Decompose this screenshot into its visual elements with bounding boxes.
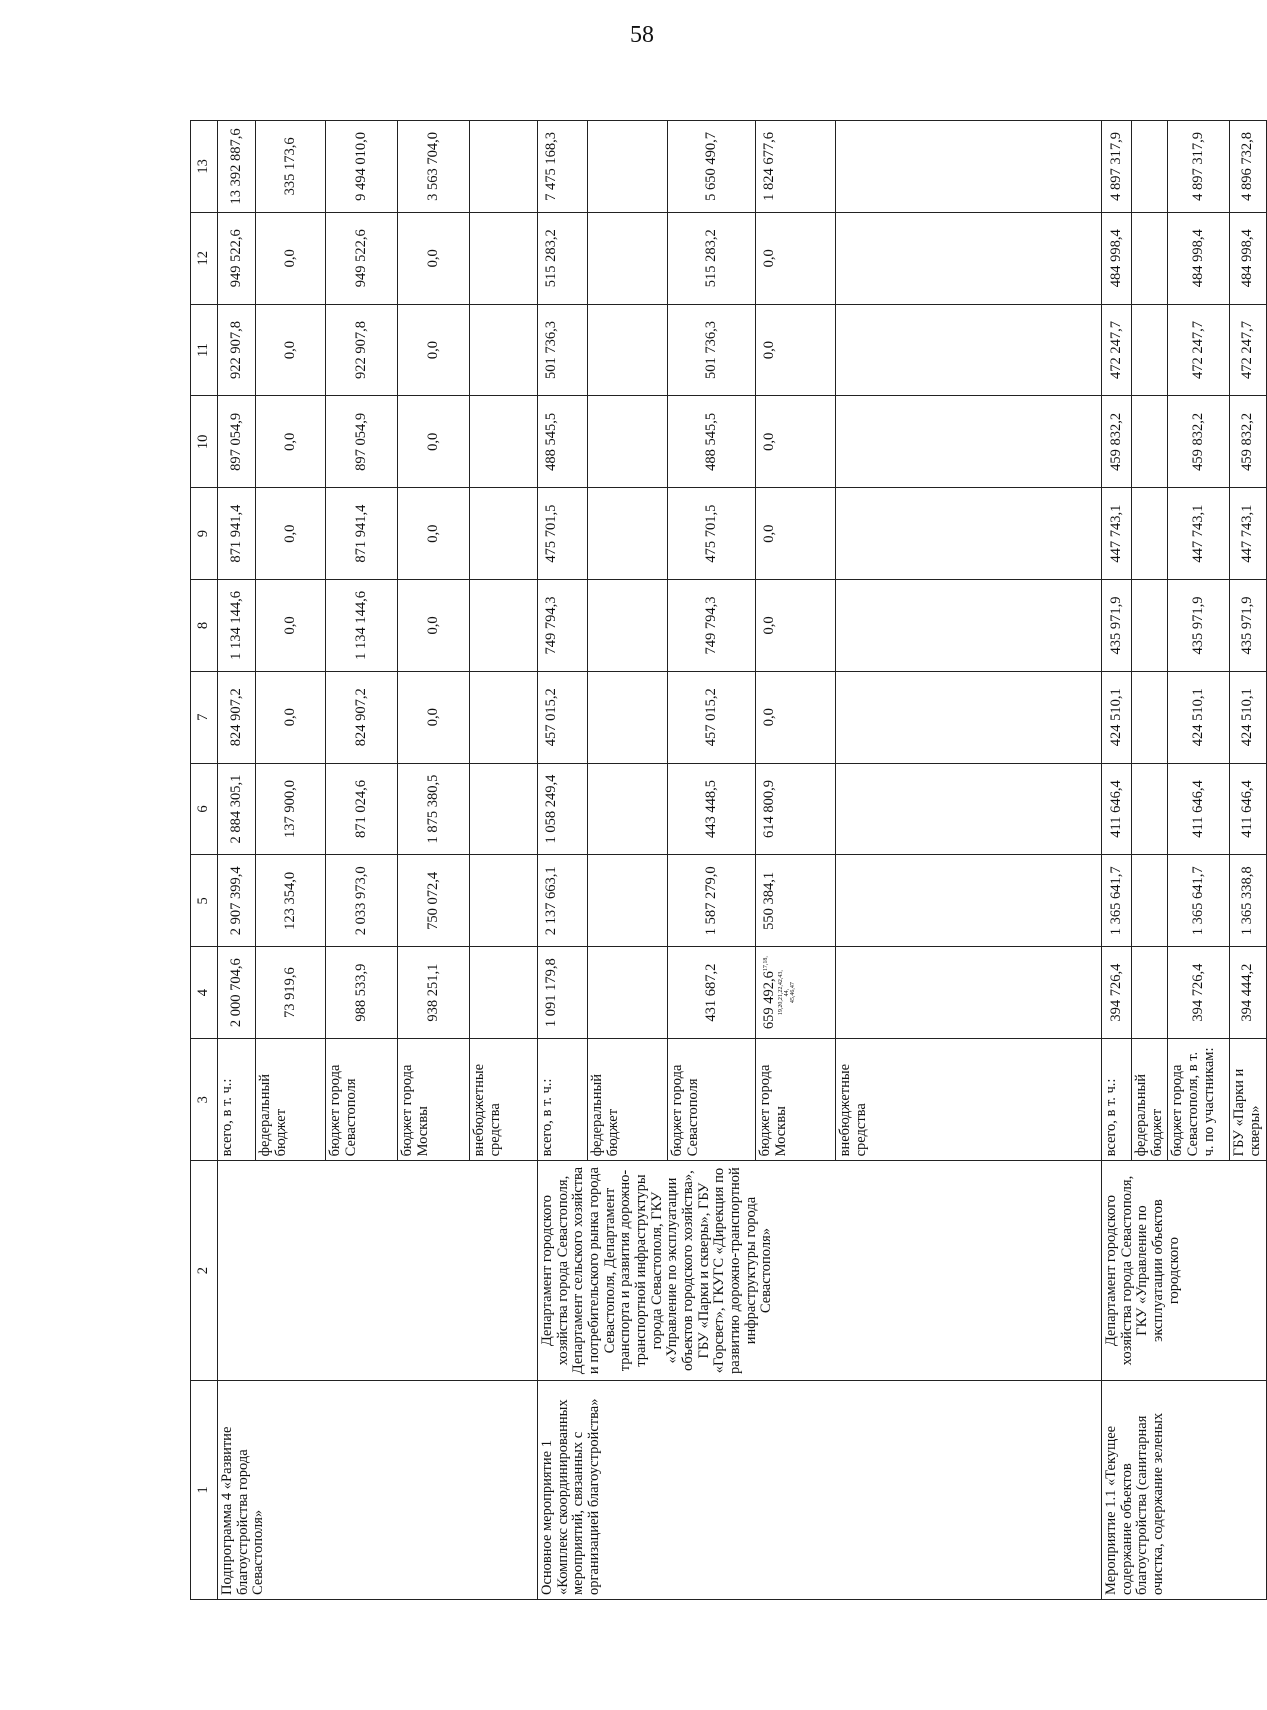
value-text: 472 247,7 [1189,321,1206,380]
value-cell [1132,396,1168,488]
value-cell [256,396,326,488]
value-text: 0,0 [424,616,441,635]
value-text: 137 900,0 [281,780,298,839]
value-text: 897 054,9 [227,412,244,471]
value-cell [218,212,256,304]
value-text: 9 494 010,0 [352,131,369,201]
value-cell [398,580,470,672]
value-cell [588,763,668,855]
funding-source: бюджет города Севастополя, в т. ч. по участникам: [1168,1039,1230,1161]
value-text: 0,0 [761,524,777,543]
value-cell [1230,855,1266,947]
value-cell [1102,212,1132,304]
value-cell [588,947,668,1039]
funding-source: всего, в т. ч.: [1102,1039,1132,1161]
value-text: 1 058 249,4 [543,774,559,844]
value-cell [398,212,470,304]
value-text: 824 907,2 [352,688,369,747]
value-text: 488 545,5 [702,412,719,471]
value-text: 488 545,5 [543,412,559,471]
value-cell [756,947,836,1039]
value-text: 871 024,6 [352,780,369,839]
value-cell [1230,488,1266,580]
value-text: 431 687,2 [702,963,719,1022]
value-text: 424 510,1 [1239,688,1256,747]
budget-table [190,120,1267,1600]
funding-source: федеральный бюджет [1132,1039,1168,1161]
value-text: 459 832,2 [1107,412,1124,471]
value-cell [1102,580,1132,672]
value-cell [256,671,326,763]
value-cell [218,763,256,855]
value-cell [538,580,588,672]
value-text: 1 824 677,6 [761,131,777,201]
value-text: 0,0 [424,432,441,451]
value-text: 447 743,1 [1239,504,1256,563]
funding-source: бюджет города Севастополя [326,1039,398,1161]
value-text: 435 971,9 [1107,596,1124,655]
value-text: 824 907,2 [227,688,244,747]
sub4-executors [218,1161,538,1380]
funding-source: бюджет города Москвы [756,1039,836,1161]
value-text: 411 646,4 [1189,780,1206,838]
footnote-ref: 17,18, [763,956,770,972]
value-cell [326,212,398,304]
value-cell [218,671,256,763]
value-text: 4 897 317,9 [1189,131,1206,201]
value-cell [588,304,668,396]
value-cell [326,855,398,947]
value-cell [1230,121,1266,213]
value-cell [326,763,398,855]
value-cell [218,121,256,213]
value-cell [256,855,326,947]
value-cell [256,304,326,396]
value-cell [470,580,538,672]
value-cell [326,396,398,488]
sub4-name: Подпрограмма 4 «Развитие благоустройства города Севастополя» [218,1380,538,1599]
value-cell [836,396,1102,488]
value-cell [326,671,398,763]
funding-source: федеральный бюджет [588,1039,668,1161]
value-cell [1102,855,1132,947]
value-text: 1 134 144,6 [227,591,244,660]
value-cell [668,121,756,213]
value-text: 1 365 641,7 [1189,866,1206,936]
value-text: 3 563 704,0 [424,131,441,201]
m11-executors: Департамент городского хозяйства города Севастополя, ГКУ «Управление по эксплуатации объектов городского [1102,1161,1267,1380]
value-text: 13 392 887,6 [227,128,244,205]
value-cell [668,763,756,855]
value-cell [1230,212,1266,304]
value-text: 459 832,2 [1189,412,1206,471]
value-cell [1168,121,1230,213]
value-text: 457 015,2 [543,688,559,747]
value-cell [1132,304,1168,396]
value-cell [1132,121,1168,213]
value-text: 0,0 [424,249,441,268]
column-header-6: 6 [191,763,218,855]
value-cell [398,855,470,947]
value-text: 938 251,1 [424,963,441,1022]
funding-source: внебюджетные средства [836,1039,1102,1161]
value-cell [1230,763,1266,855]
header-row [191,121,218,1600]
value-text: 123 354,0 [281,871,298,930]
value-text: 0,0 [281,432,298,451]
value-text: 0,0 [761,249,777,268]
value-cell [1168,947,1230,1039]
value-cell [398,947,470,1039]
value-text: 7 475 168,3 [543,131,559,201]
value-cell [668,580,756,672]
value-text: 73 919,6 [281,967,298,1018]
value-cell [538,304,588,396]
value-cell [470,212,538,304]
value-cell [470,304,538,396]
value-cell [836,304,1102,396]
value-cell [1102,671,1132,763]
value-text: 2 884 305,1 [227,774,244,844]
column-header-9: 9 [191,488,218,580]
funding-source: внебюджетные средства [470,1039,538,1161]
value-cell [218,580,256,672]
value-text: 0,0 [761,708,777,727]
value-cell [398,396,470,488]
value-cell [756,855,836,947]
value-text: 2 000 704,6 [227,958,244,1028]
value-cell [256,488,326,580]
footnote-ref: 19,20,21,22,42,43, [777,970,784,1016]
value-cell [256,212,326,304]
value-text: 1 091 179,8 [543,958,559,1028]
value-text: 501 736,3 [543,321,559,380]
footnote-ref: 45,46,47 [790,982,797,1004]
value-cell [1168,763,1230,855]
value-text: 447 743,1 [1107,504,1124,563]
value-cell [588,580,668,672]
column-header-11: 11 [191,304,218,396]
funding-source: всего, в т. ч.: [218,1039,256,1161]
value-text: 424 510,1 [1107,688,1124,747]
value-cell [256,121,326,213]
value-cell [326,488,398,580]
value-cell [1132,855,1168,947]
value-cell [1102,763,1132,855]
value-cell [836,488,1102,580]
value-cell [326,304,398,396]
value-cell [836,212,1102,304]
value-cell [756,763,836,855]
value-cell [668,671,756,763]
value-text: 459 832,2 [1239,412,1256,471]
column-header-1: 1 [191,1380,218,1599]
value-text: 472 247,7 [1107,321,1124,380]
funding-source: всего, в т. ч.: [538,1039,588,1161]
value-text: 475 701,5 [543,504,559,563]
value-text: 515 283,2 [702,229,719,288]
value-cell [1132,580,1168,672]
value-text: 1 134 144,6 [352,591,369,660]
value-cell [1132,488,1168,580]
value-cell [470,671,538,763]
table-row [1102,121,1132,1600]
value-cell [588,488,668,580]
page-number: 58 [630,22,654,48]
value-cell [588,121,668,213]
value-cell [1230,580,1266,672]
value-cell [1168,488,1230,580]
value-text: 475 701,5 [702,504,719,563]
value-text: 2 137 663,1 [543,866,559,936]
value-cell [538,212,588,304]
value-cell [538,121,588,213]
value-text: 1 365 338,8 [1239,866,1256,936]
column-header-12: 12 [191,212,218,304]
value-text: 484 998,4 [1189,229,1206,288]
value-text: 0,0 [281,616,298,635]
value-text: 0,0 [281,340,298,360]
value-cell [756,580,836,672]
value-cell [218,396,256,488]
value-text: 750 072,4 [424,871,441,930]
value-cell [1168,304,1230,396]
value-text: 2 033 973,0 [352,866,369,936]
value-cell [470,488,538,580]
value-cell [756,121,836,213]
value-text: 0,0 [424,524,441,543]
value-cell [668,304,756,396]
value-cell [836,671,1102,763]
value-cell [538,855,588,947]
value-text: 484 998,4 [1107,229,1124,288]
value-cell [756,488,836,580]
value-text: 394 444,2 [1239,963,1256,1022]
value-text: 515 283,2 [543,229,559,288]
value-text: 501 736,3 [702,321,719,380]
value-text: 424 510,1 [1189,688,1206,747]
column-header-5: 5 [191,855,218,947]
value-text: 749 794,3 [543,596,559,655]
value-cell [1102,121,1132,213]
value-cell [398,121,470,213]
value-text: 0,0 [761,340,777,360]
column-header-4: 4 [191,947,218,1039]
value-cell [538,671,588,763]
value-cell [1132,212,1168,304]
value-text: 550 384,1 [761,871,777,930]
value-cell [1102,396,1132,488]
value-cell [836,580,1102,672]
value-text: 394 726,4 [1107,963,1124,1022]
table-header [191,121,218,1600]
value-text: 949 522,6 [352,229,369,288]
value-text: 411 646,4 [1107,780,1124,838]
column-header-3: 3 [191,1039,218,1161]
table-body [218,121,1267,1600]
value-text: 871 941,4 [227,504,244,563]
value-text: 435 971,9 [1239,596,1256,655]
value-cell [588,212,668,304]
value-cell [756,396,836,488]
funding-source: бюджет города Севастополя [668,1039,756,1161]
value-text: 0,0 [281,708,298,727]
column-header-2: 2 [191,1161,218,1380]
table-row [538,121,588,1600]
value-text: 1 875 380,5 [424,774,441,844]
value-cell [470,121,538,213]
value-text: 949 522,6 [227,229,244,288]
value-cell [1132,671,1168,763]
rotated-page [190,120,1263,1600]
column-header-7: 7 [191,671,218,763]
table-row [218,121,256,1600]
value-cell [1102,488,1132,580]
value-cell [668,488,756,580]
value-cell [1168,396,1230,488]
value-text: 472 247,7 [1239,321,1256,380]
value-cell [668,855,756,947]
footnote-ref: 44, [783,988,790,997]
main1-name: Основное мероприятие 1 «Комплекс скоординированных мероприятий, связанных с организацией благоустройства» [538,1380,1102,1599]
value-cell [1230,304,1266,396]
value-cell [538,396,588,488]
value-text: 0,0 [424,708,441,727]
value-cell [1230,947,1266,1039]
value-cell [756,212,836,304]
value-cell [668,212,756,304]
value-text: 897 054,9 [352,412,369,471]
value-text: 484 998,4 [1239,229,1256,288]
value-cell [470,947,538,1039]
value-cell [256,763,326,855]
value-cell [398,671,470,763]
value-cell [1230,671,1266,763]
value-text: 988 533,9 [352,963,369,1022]
value-cell [1168,580,1230,672]
value-cell [398,304,470,396]
funding-source: ГБУ «Парки и скверы» [1230,1039,1266,1161]
value-cell [756,671,836,763]
value-cell [756,304,836,396]
value-cell [836,855,1102,947]
value-cell [398,488,470,580]
value-cell [1230,396,1266,488]
value-cell [1168,212,1230,304]
value-text: 0,0 [424,340,441,360]
value-text: 394 726,4 [1189,963,1206,1022]
value-cell [326,947,398,1039]
value-text: 5 650 490,7 [702,131,719,201]
value-cell [538,763,588,855]
value-text: 0,0 [281,524,298,543]
value-cell [326,580,398,672]
value-text: 922 907,8 [227,321,244,380]
value-cell [470,855,538,947]
value-cell [256,947,326,1039]
value-cell [668,396,756,488]
value-text: 922 907,8 [352,321,369,380]
value-cell [218,488,256,580]
main1-executors: Департамент городского хозяйства города Севастополя, Департамент сельского хозяйства и потребительского рынка города Севастополя, Департамент транспорта и развития дорожно-транспортной инфраструктуры города Севастополя, ГКУ «Управление по эксплуатации объектов городского хозяйства», ГБУ «Парки и скверы», ГБУ «Горсвет», ГКУГС «Дирекция по развитию дорожно-транспортной инфраструктуры города Севастополя» [538,1161,1102,1380]
value-text: 0,0 [761,432,777,451]
value-cell [398,763,470,855]
value-cell [1132,947,1168,1039]
value-text: 447 743,1 [1189,504,1206,563]
value-text: 1 365 641,7 [1107,866,1124,936]
value-cell [588,671,668,763]
value-cell [1102,947,1132,1039]
value-cell [668,947,756,1039]
value-cell [218,855,256,947]
value-cell [470,763,538,855]
value-cell [218,947,256,1039]
value-cell [538,947,588,1039]
value-cell [218,304,256,396]
value-cell [1168,855,1230,947]
value-cell [836,121,1102,213]
column-header-13: 13 [191,121,218,213]
value-cell [326,121,398,213]
value-text: 457 015,2 [702,688,719,747]
column-header-10: 10 [191,396,218,488]
value-cell [836,947,1102,1039]
value-cell [588,855,668,947]
value-cell [1132,763,1168,855]
value-text: 871 941,4 [352,504,369,563]
value-cell [256,580,326,672]
value-cell [470,396,538,488]
value-text: 435 971,9 [1189,596,1206,655]
value-text: 0,0 [761,616,777,635]
value-text: 2 907 399,4 [227,866,244,936]
value-cell [588,396,668,488]
funding-source: бюджет города Москвы [398,1039,470,1161]
value-text: 443 448,5 [702,780,719,839]
value-cell [1102,304,1132,396]
funding-source: федеральный бюджет [256,1039,326,1161]
value-text: 614 800,9 [761,780,777,839]
value-text: 0,0 [281,249,298,268]
value-text: 335 173,6 [281,137,298,196]
value-cell [538,488,588,580]
value-text: 1 587 279,0 [702,866,719,936]
value-text: 411 646,4 [1239,780,1256,838]
value-text: 659 492,6 [761,971,777,1030]
m11-name: Мероприятие 1.1 «Текущее содержание объектов благоустройства (санитарная очистка, содержание зеленых [1102,1380,1267,1599]
value-cell [836,763,1102,855]
value-cell [1168,671,1230,763]
value-text: 4 896 732,8 [1239,131,1256,201]
column-header-8: 8 [191,580,218,672]
value-text: 4 897 317,9 [1107,131,1124,201]
value-text: 749 794,3 [702,596,719,655]
